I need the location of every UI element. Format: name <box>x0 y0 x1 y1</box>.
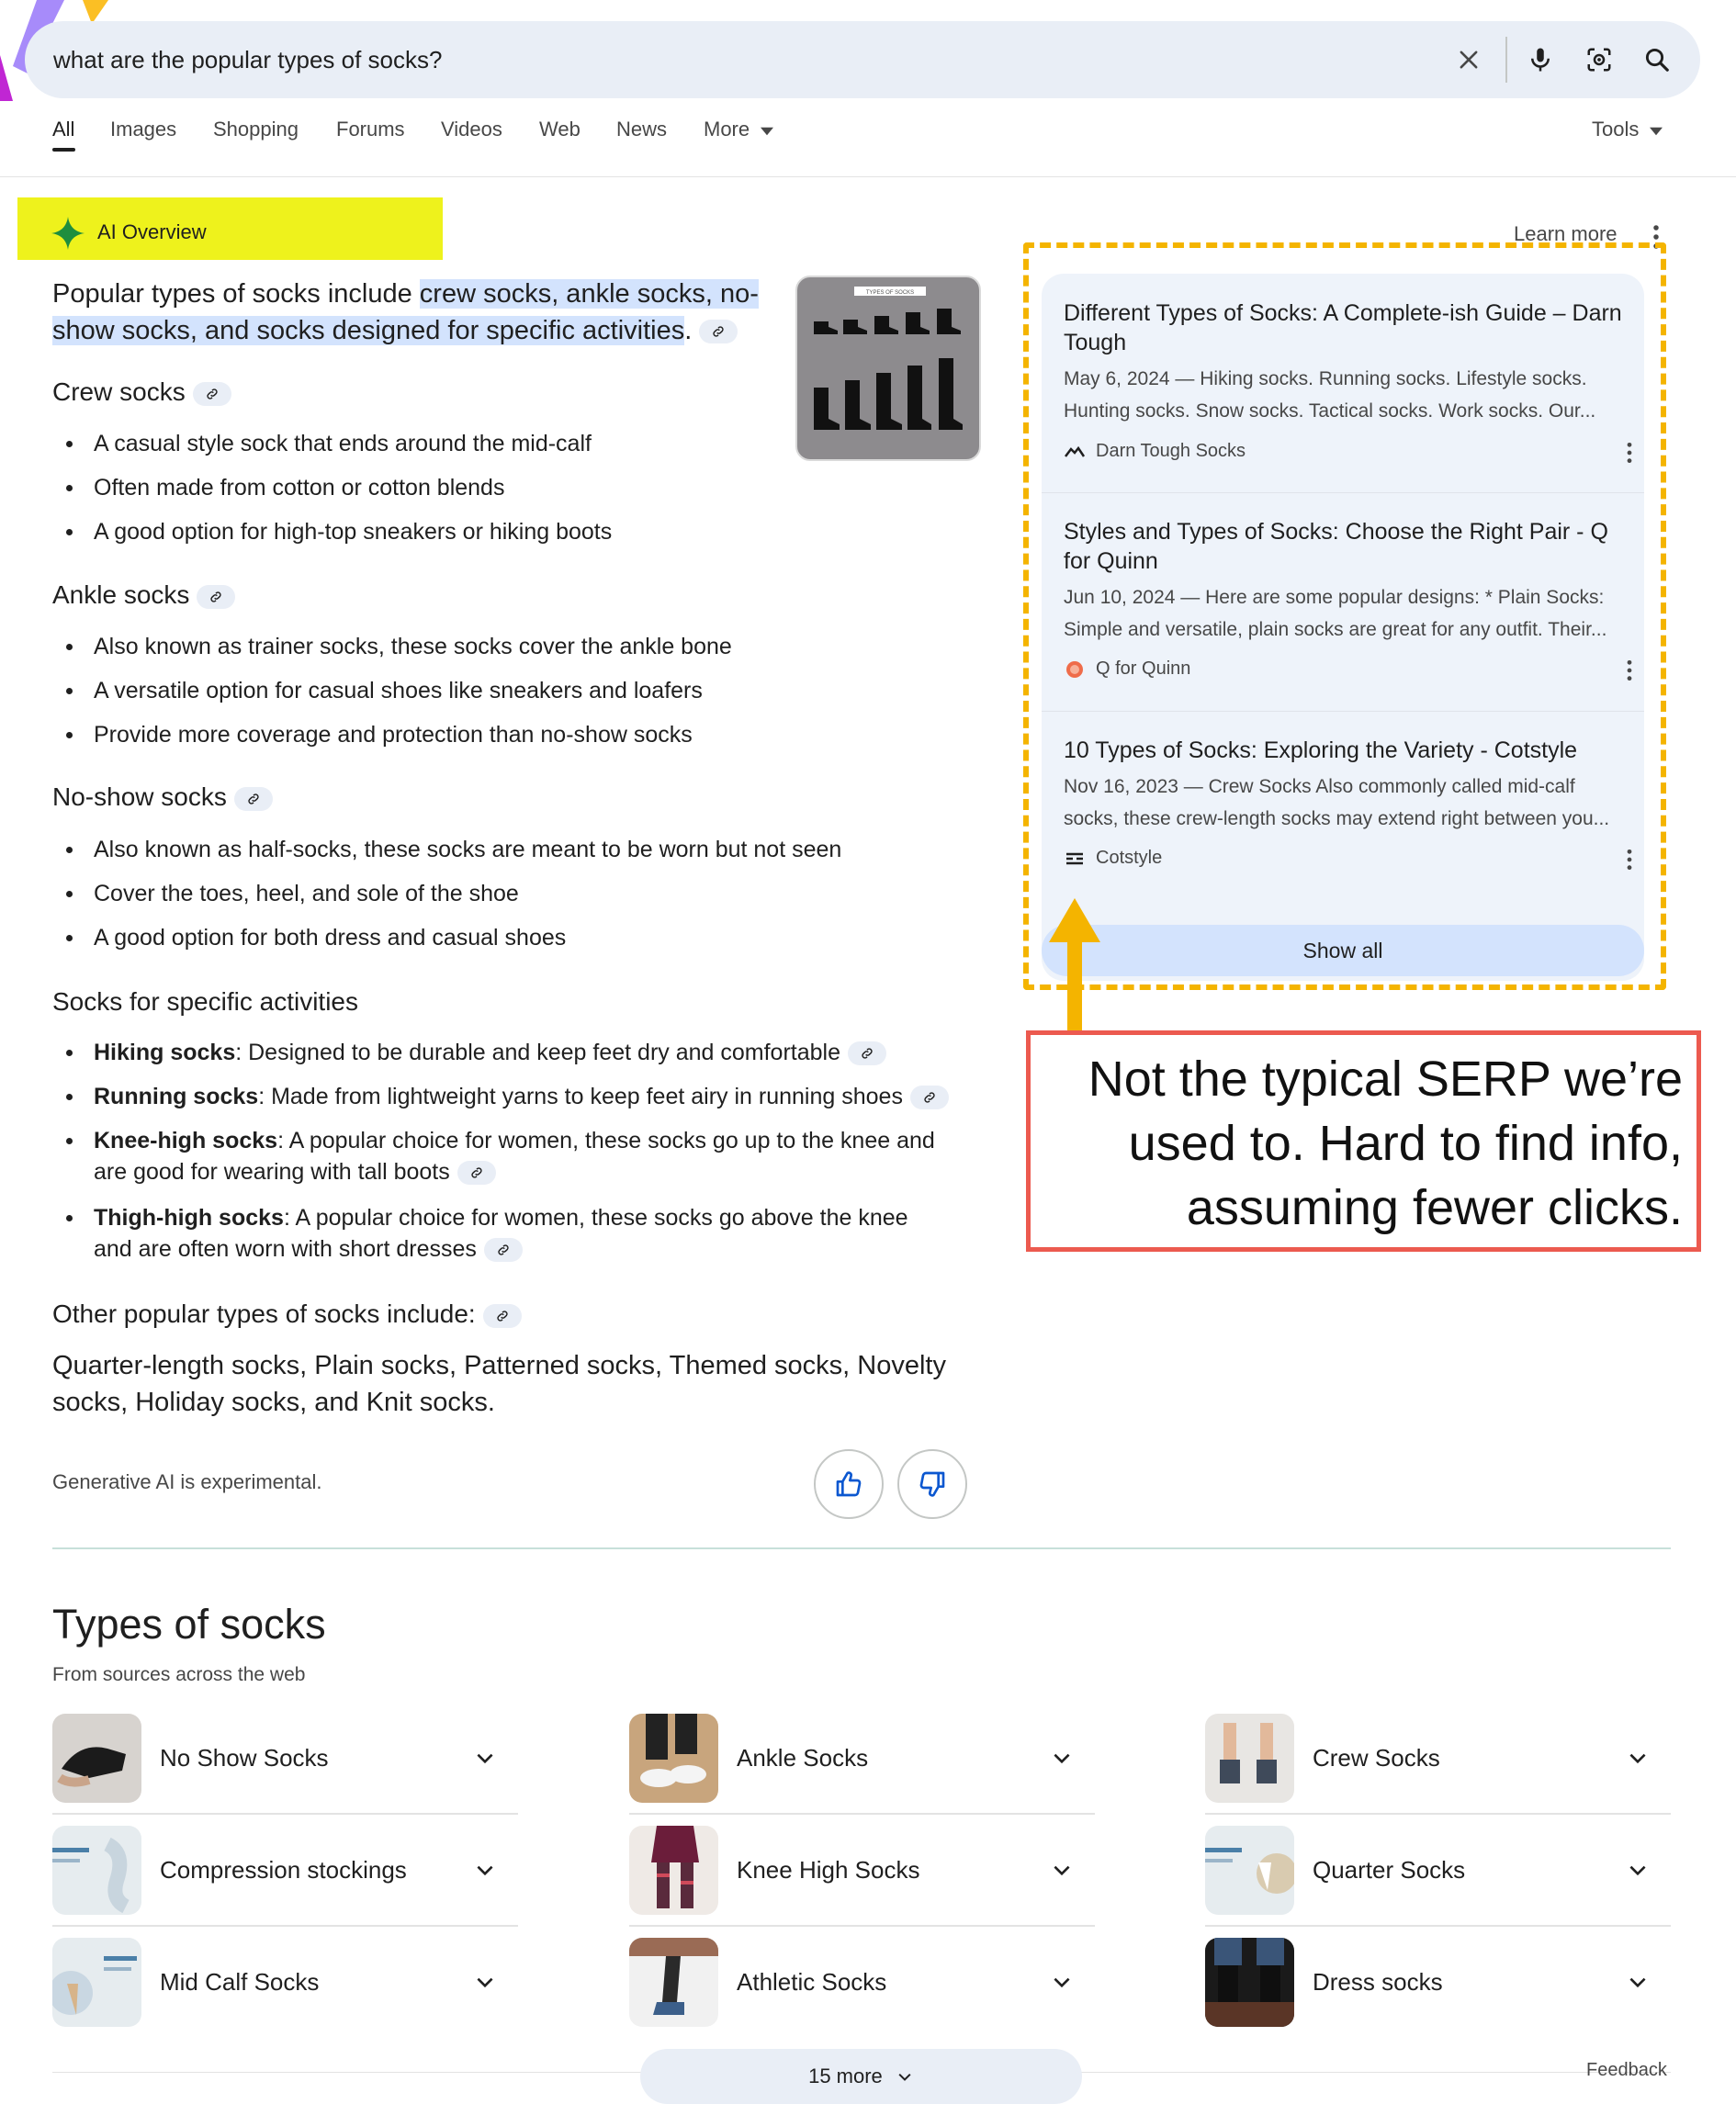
list-item: Also known as trainer socks, these socks cover the ankle bone <box>94 631 732 662</box>
sock-thumbnail <box>1205 1938 1294 2027</box>
ai-overview-label: AI Overview <box>97 220 207 243</box>
list-item-desc: : Designed to be durable and keep feet dry and comfortable <box>235 1040 840 1065</box>
list-item-term: Thigh-high socks <box>94 1205 284 1231</box>
sock-thumbnail <box>629 1826 718 1915</box>
sock-type-label: No Show Socks <box>160 1744 329 1772</box>
intro-period: . <box>684 316 693 345</box>
link-icon <box>860 1046 874 1061</box>
callout-line: Not the typical SERP we’re <box>1088 1052 1683 1107</box>
thumbs-up-button[interactable] <box>814 1449 884 1519</box>
link-icon <box>469 1165 484 1180</box>
list-item-desc: : A popular choice for women, these socks go above the knee <box>283 1205 908 1231</box>
link-chip[interactable] <box>234 787 273 811</box>
sock-type-item[interactable] <box>629 1938 1095 2028</box>
source-snippet-line: Simple and versatile, plain socks are great for any outfit. Their... <box>1064 619 1607 640</box>
list-item-term: Running socks <box>94 1084 259 1109</box>
tab-images[interactable]: Images <box>110 118 177 141</box>
chevron-down-icon[interactable] <box>1050 1747 1074 1771</box>
chevron-down-icon[interactable] <box>1050 1859 1074 1883</box>
link-icon <box>496 1243 511 1257</box>
callout-line: assuming fewer clicks. <box>1186 1180 1683 1235</box>
sock-thumbnail <box>52 1826 141 1915</box>
section-heading-ankle <box>52 580 235 610</box>
list-item: A casual style sock that ends around the mid-calf <box>94 428 592 459</box>
tab-news[interactable]: News <box>616 118 668 141</box>
item-separator <box>629 1925 1095 1927</box>
chevron-down-icon[interactable] <box>473 1859 497 1883</box>
section-heading-text: Other popular types of socks include: <box>52 1300 476 1328</box>
list-item-desc-cont: are good for wearing with tall boots <box>94 1159 450 1185</box>
show-all-button[interactable]: Show all <box>1042 925 1644 976</box>
chevron-down-icon[interactable] <box>1050 1971 1074 1995</box>
learn-more-link[interactable]: Learn more <box>1514 222 1618 245</box>
list-item-term: Knee-high socks <box>94 1128 278 1153</box>
list-item: A good option for high-top sneakers or hiking boots <box>94 516 612 547</box>
item-separator <box>629 1813 1095 1815</box>
search-input[interactable]: what are the popular types of socks? <box>53 46 443 73</box>
tab-active-indicator <box>52 148 75 152</box>
link-chip[interactable] <box>193 382 231 406</box>
tab-forums[interactable]: Forums <box>336 118 405 141</box>
sock-type-label: Knee High Socks <box>737 1856 920 1884</box>
thumbs-down-button[interactable] <box>897 1449 967 1519</box>
item-separator <box>1205 1925 1671 1927</box>
sock-thumbnail <box>629 1938 718 2027</box>
tab-more-label: More <box>704 118 750 141</box>
intro-highlight: show socks, and socks designed for specific activities <box>52 316 685 345</box>
other-types-text <box>52 1347 971 1421</box>
link-chip[interactable] <box>910 1086 949 1109</box>
chevron-down-icon[interactable] <box>1626 1859 1650 1883</box>
link-icon <box>495 1309 510 1323</box>
section-heading-text: No-show socks <box>52 782 227 811</box>
section-heading-no-show <box>52 782 273 812</box>
types-of-socks-subtitle: From sources across the web <box>52 1664 306 1685</box>
link-icon <box>246 792 261 806</box>
other-types-line: socks, Holiday socks, and Knit socks. <box>52 1388 495 1417</box>
ai-overview-intro <box>52 276 787 349</box>
link-chip[interactable] <box>484 1238 523 1262</box>
item-separator <box>52 1813 518 1815</box>
intro-highlight: crew socks, ankle socks, no- <box>419 279 759 309</box>
source-name: Darn Tough Socks <box>1096 441 1246 461</box>
list-item-desc: : Made from lightweight yarns to keep feet airy in running shoes <box>258 1084 903 1109</box>
list-item-term: Hiking socks <box>94 1040 236 1065</box>
sock-type-label: Mid Calf Socks <box>160 1968 320 1996</box>
source-snippet-line: Nov 16, 2023 — Crew Socks Also commonly called mid-calf <box>1064 776 1575 797</box>
sock-type-item[interactable] <box>629 1826 1095 1916</box>
source-title-line: Different Types of Socks: A Complete-ish Guide – Darn <box>1064 300 1622 326</box>
tab-videos[interactable]: Videos <box>441 118 502 141</box>
caret-down-icon <box>761 127 773 136</box>
sock-type-item[interactable] <box>52 1714 518 1804</box>
sock-type-item[interactable] <box>52 1826 518 1916</box>
section-heading-other <box>52 1300 522 1329</box>
list-item: A versatile option for casual shoes like sneakers and loafers <box>94 675 703 706</box>
chevron-down-icon[interactable] <box>473 1747 497 1771</box>
list-item: Often made from cotton or cotton blends <box>94 472 504 503</box>
sock-type-item[interactable] <box>52 1938 518 2028</box>
source-card-title[interactable]: 10 Types of Socks: Exploring the Variety - Cotstyle <box>1064 737 1578 763</box>
list-item: Also known as half-socks, these socks are meant to be worn but not seen <box>94 834 841 865</box>
feedback-link[interactable]: Feedback <box>1586 2060 1667 2080</box>
source-snippet-line: Jun 10, 2024 — Here are some popular designs: * Plain Socks: <box>1064 587 1605 608</box>
sock-thumbnail <box>52 1714 141 1803</box>
source-snippet-line: socks, these crew-length socks may extend right between you... <box>1064 808 1610 829</box>
lens-camera-icon[interactable] <box>1578 39 1620 81</box>
link-icon <box>205 387 220 401</box>
sparkle-icon <box>51 217 85 250</box>
tab-web[interactable]: Web <box>539 118 581 141</box>
list-item <box>94 1081 949 1112</box>
source-name: Q for Quinn <box>1096 658 1191 679</box>
list-item-desc: : A popular choice for women, these socks go up to the knee and <box>277 1128 935 1153</box>
sock-type-label: Compression stockings <box>160 1856 407 1884</box>
list-item <box>94 1125 994 1187</box>
tab-more[interactable] <box>704 118 773 154</box>
item-separator <box>52 1925 518 1927</box>
sock-thumbnail <box>52 1938 141 2027</box>
thumbs-down-icon <box>918 1469 947 1499</box>
link-icon <box>922 1090 937 1105</box>
annotation-dashed-box <box>1023 242 1666 990</box>
socks-chart-thumbnail[interactable] <box>795 276 981 461</box>
link-chip[interactable] <box>457 1161 496 1185</box>
list-item: Cover the toes, heel, and sole of the shoe <box>94 878 519 909</box>
intro-text: Popular types of socks include <box>52 279 420 309</box>
chevron-down-icon <box>896 2068 914 2087</box>
section-heading-activities: Socks for specific activities <box>52 987 358 1016</box>
sock-type-label: Quarter Socks <box>1313 1856 1466 1884</box>
link-chip[interactable] <box>848 1041 886 1065</box>
list-item: Provide more coverage and protection than no-show socks <box>94 719 693 750</box>
tools-button[interactable] <box>1592 118 1663 154</box>
sock-thumbnail <box>629 1714 718 1803</box>
clear-icon[interactable] <box>1448 39 1490 81</box>
list-item-desc-cont: and are often worn with short dresses <box>94 1236 477 1262</box>
item-separator <box>1205 1813 1671 1815</box>
thumbnail-title: TYPES OF SOCKS <box>865 290 915 296</box>
link-icon <box>711 324 726 339</box>
tab-shopping[interactable]: Shopping <box>213 118 299 141</box>
list-item: A good option for both dress and casual shoes <box>94 922 566 953</box>
callout-line: used to. Hard to find info, <box>1128 1116 1683 1171</box>
caret-down-icon <box>1650 127 1663 136</box>
sock-type-label: Ankle Socks <box>737 1744 869 1772</box>
chevron-down-icon[interactable] <box>1626 1747 1650 1771</box>
show-more-button[interactable] <box>640 2049 1082 2104</box>
section-divider <box>52 1547 1671 1549</box>
sock-thumbnail <box>1205 1826 1294 1915</box>
section-heading-text: Ankle socks <box>52 580 190 609</box>
types-of-socks-title: Types of socks <box>52 1601 326 1648</box>
sock-type-label: Athletic Socks <box>737 1968 887 1996</box>
thumbs-up-icon <box>834 1469 863 1499</box>
search-icon[interactable] <box>1636 39 1678 81</box>
other-types-line: Quarter-length socks, Plain socks, Patterned socks, Themed socks, Novelty <box>52 1351 946 1380</box>
sock-type-item[interactable] <box>1205 1714 1671 1804</box>
annotation-arrow-icon <box>1047 898 1102 1031</box>
sock-type-item[interactable] <box>1205 1826 1671 1916</box>
source-title-line: Tough <box>1064 330 1127 355</box>
chevron-down-icon[interactable] <box>473 1971 497 1995</box>
tab-all[interactable]: All <box>52 118 75 141</box>
header-divider <box>0 176 1736 177</box>
link-icon <box>209 590 223 604</box>
sock-type-label: Crew Socks <box>1313 1744 1440 1772</box>
link-chip[interactable] <box>483 1304 522 1328</box>
experimental-note: Generative AI is experimental. <box>52 1470 322 1493</box>
section-heading-crew <box>52 377 231 407</box>
chevron-down-icon[interactable] <box>1626 1971 1650 1995</box>
search-divider <box>1505 37 1507 83</box>
list-item <box>94 1037 886 1068</box>
source-name: Cotstyle <box>1096 848 1163 868</box>
sock-thumbnail <box>1205 1714 1294 1803</box>
microphone-icon[interactable] <box>1519 39 1561 81</box>
sock-type-item[interactable] <box>629 1714 1095 1804</box>
annotation-callout-text <box>1043 1047 1683 1240</box>
link-chip[interactable] <box>197 585 235 609</box>
tools-label: Tools <box>1592 118 1640 141</box>
sock-type-label: Dress socks <box>1313 1968 1443 1996</box>
list-item <box>94 1202 994 1265</box>
source-snippet-line: Hunting socks. Snow socks. Tactical socks. Work socks. Our... <box>1064 400 1596 422</box>
link-chip[interactable] <box>699 320 738 343</box>
show-more-label: 15 more <box>808 2065 883 2087</box>
sock-type-item[interactable] <box>1205 1938 1671 2028</box>
section-heading-text: Crew socks <box>52 377 186 406</box>
source-snippet-line: May 6, 2024 — Hiking socks. Running socks. Lifestyle socks. <box>1064 368 1587 389</box>
source-title-line: for Quinn <box>1064 548 1158 574</box>
source-title-line: Styles and Types of Socks: Choose the Right Pair - Q <box>1064 519 1608 545</box>
